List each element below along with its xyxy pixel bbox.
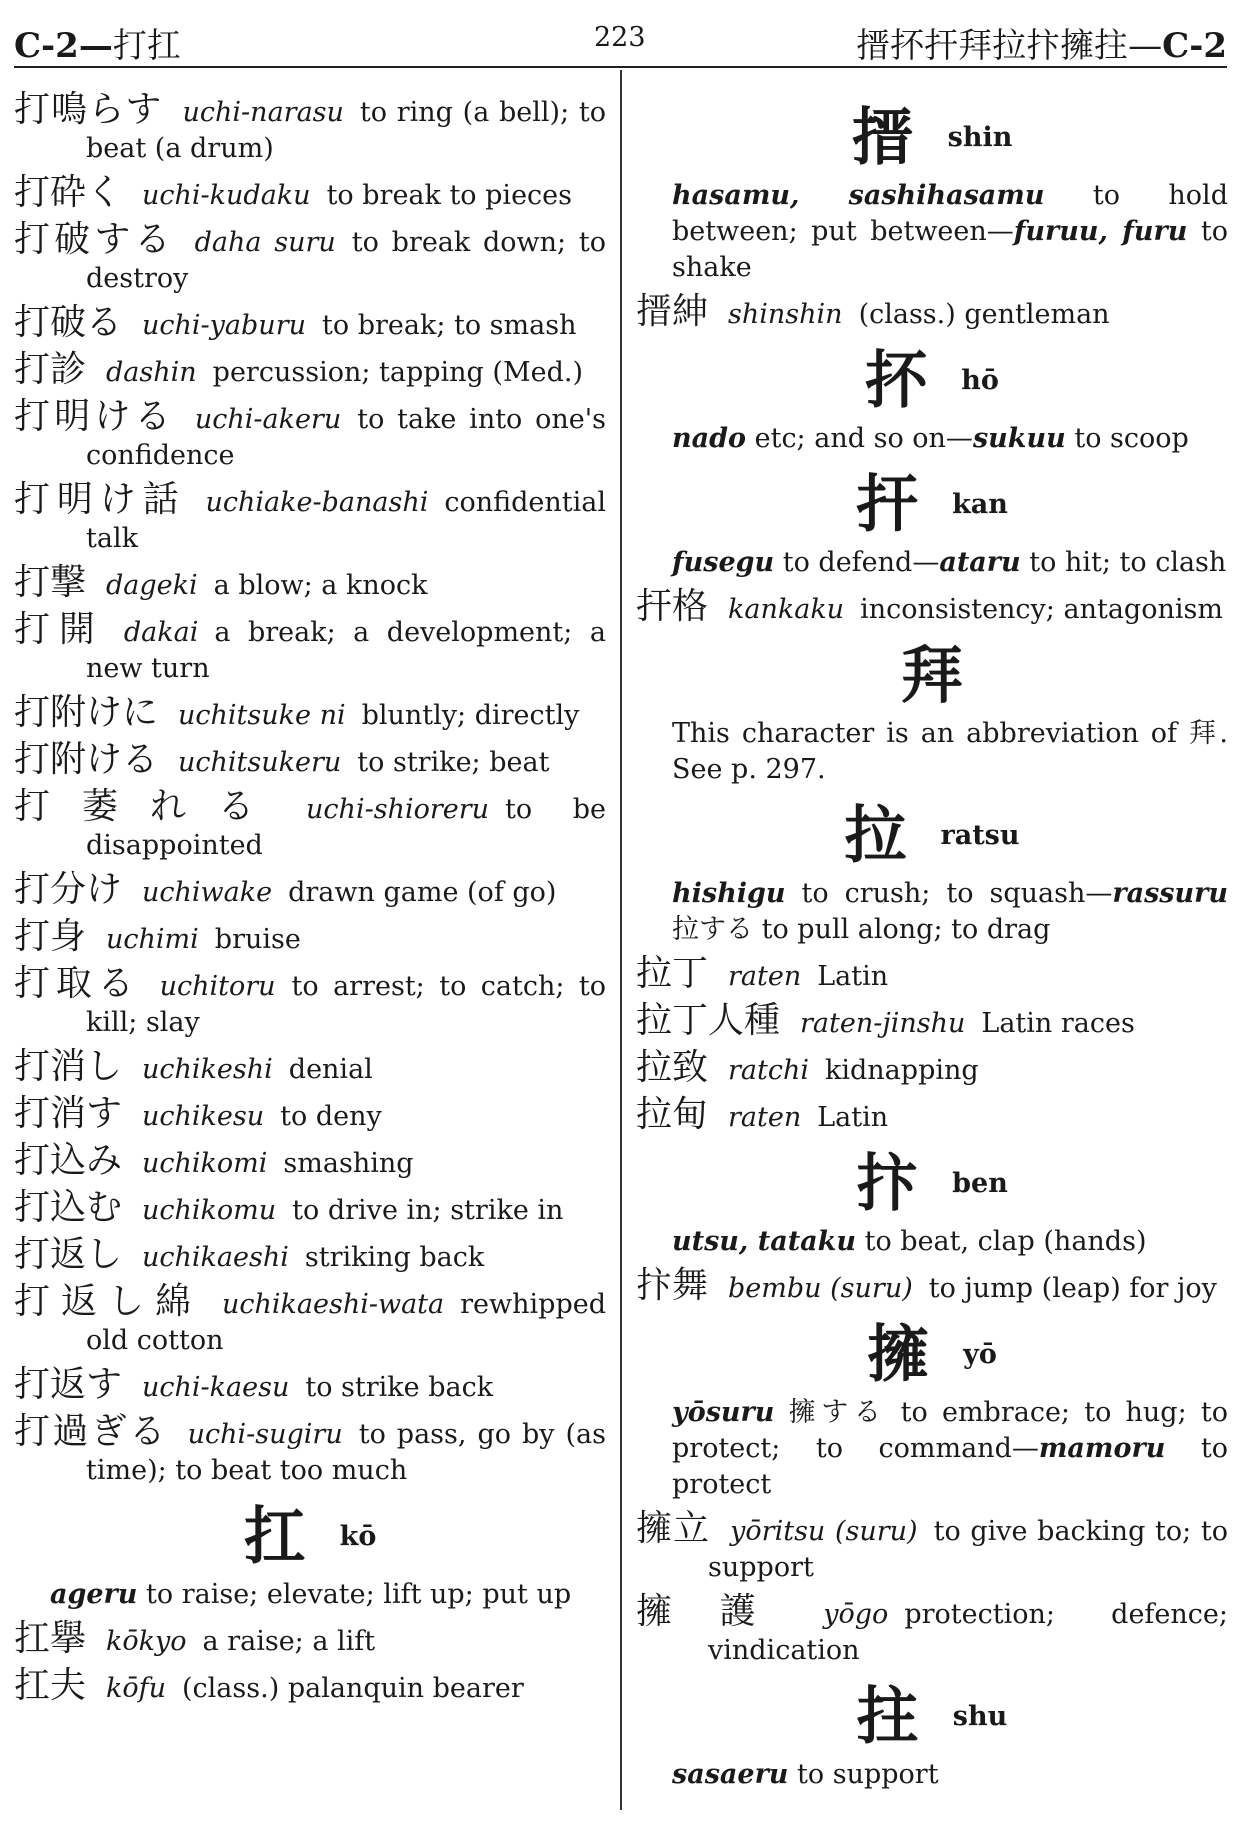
heading-shu	[636, 1677, 1228, 1755]
entry-romaji: uchikaeshi	[142, 1242, 289, 1273]
definition-shin	[636, 178, 1228, 286]
dictionary-entry	[14, 869, 606, 911]
entry-kanji: 打砕く	[14, 172, 123, 213]
dictionary-entry	[14, 479, 606, 557]
entry-meaning: to give backing to; to support	[708, 1516, 1228, 1583]
definition-text: to hit; to clash	[1029, 547, 1227, 578]
entry-romaji: kankaku	[728, 594, 845, 625]
dictionary-entry	[636, 1508, 1228, 1586]
entry-meaning: to break; to smash	[322, 310, 577, 341]
entry-romaji: uchitsuke ni	[178, 700, 346, 731]
entry-meaning: rewhipped old cotton	[86, 1289, 606, 1356]
definition-text: to support	[797, 1759, 939, 1790]
heading-kou	[14, 1497, 606, 1575]
heading-kanji: 拜	[900, 638, 963, 712]
you-entry-list	[636, 1508, 1228, 1669]
ben-entry-list	[636, 1265, 1228, 1307]
dictionary-entry	[636, 586, 1228, 628]
definition-romaji: nado	[672, 423, 747, 454]
heading-ratsu	[636, 796, 1228, 874]
entry-romaji: uchi-yaburu	[142, 310, 306, 341]
entry-romaji: yōgo	[823, 1599, 889, 1630]
entry-meaning: drawn game (of go)	[288, 877, 557, 908]
dictionary-entry	[14, 1234, 606, 1276]
entry-meaning: to arrest; to catch; to kill; slay	[86, 971, 606, 1038]
definition-text: to raise; elevate; lift up; put up	[146, 1579, 572, 1610]
dictionary-entry	[636, 291, 1228, 333]
entry-kanji: 打明け話	[14, 479, 186, 520]
entry-kanji: 打附ける	[14, 739, 159, 780]
entry-kanji: 打明ける	[14, 396, 175, 437]
entry-meaning: to take into one's confidence	[86, 404, 606, 471]
definition-romaji: sasaeru	[672, 1759, 789, 1790]
entry-romaji: uchi-sugiru	[187, 1419, 343, 1450]
entry-kanji: 打附けに	[14, 692, 159, 733]
dictionary-entry	[14, 609, 606, 687]
header-right-kanji: 搢抔扞拜拉抃擁拄	[856, 26, 1129, 66]
definition-hai	[636, 716, 1228, 788]
definition-text: etc; and so on—	[754, 423, 973, 454]
entry-meaning: to ring (a bell); to beat (a drum)	[86, 97, 606, 164]
entry-kanji: 扛擧	[14, 1618, 87, 1659]
entry-kanji: 打診	[14, 349, 87, 390]
entry-meaning: striking back	[304, 1242, 485, 1273]
header-left-code: C-2	[14, 26, 79, 66]
entry-romaji: daha suru	[194, 227, 336, 258]
entry-romaji: uchi-narasu	[182, 97, 344, 128]
entry-romaji: kōfu	[106, 1673, 167, 1704]
entry-kanji: 打込み	[14, 1140, 123, 1181]
entry-kanji: 打身	[14, 916, 87, 957]
entry-kanji: 打破する	[14, 219, 175, 260]
entry-meaning: denial	[288, 1054, 373, 1085]
entry-meaning: bluntly; directly	[361, 700, 580, 731]
kou-entry-list	[14, 1618, 606, 1707]
dictionary-entry	[636, 1047, 1228, 1089]
definition-romaji: ageru	[50, 1579, 138, 1610]
dictionary-entry	[14, 1364, 606, 1406]
header-right	[856, 18, 1227, 67]
entry-meaning: to strike back	[305, 1372, 494, 1403]
entry-meaning: inconsistency; antagonism	[860, 594, 1223, 625]
definition-text: to defend—	[782, 547, 940, 578]
definition-text: to hold between; put between—	[672, 180, 1228, 247]
entry-kanji: 抃舞	[636, 1265, 709, 1306]
definition-romaji: rassuru	[1112, 878, 1228, 909]
dictionary-entry	[14, 396, 606, 474]
dictionary-entry	[14, 1093, 606, 1135]
definition-romaji: hishigu	[672, 878, 786, 909]
entry-romaji: uchikesu	[142, 1101, 265, 1132]
entry-romaji: uchi-shioreru	[306, 794, 490, 825]
entry-romaji: bembu (suru)	[728, 1273, 913, 1304]
definition-ben	[636, 1224, 1228, 1260]
definition-kanji: 拜	[1189, 718, 1220, 749]
entry-kanji: 扞格	[636, 586, 709, 627]
heading-romaji: kan	[952, 488, 1008, 520]
heading-romaji: yō	[963, 1338, 997, 1370]
definition-hou	[636, 421, 1228, 457]
heading-kan	[636, 465, 1228, 543]
entry-meaning: to strike; beat	[357, 747, 550, 778]
definition-kanji: 擁する	[788, 1397, 887, 1428]
entry-meaning: to break down; to destroy	[86, 227, 606, 294]
definition-text: to protect	[672, 1433, 1228, 1500]
entry-kanji: 打込む	[14, 1187, 123, 1228]
entry-kanji: 打萎れる	[14, 786, 287, 827]
definition-text: to embrace; to hug; to protect; to command—	[672, 1397, 1228, 1464]
heading-kanji: 抔	[865, 343, 928, 417]
heading-romaji: shu	[952, 1700, 1008, 1732]
entry-romaji: uchi-kaesu	[142, 1372, 290, 1403]
entry-kanji: 打消す	[14, 1093, 123, 1134]
entry-meaning: to break to pieces	[326, 180, 573, 211]
heading-romaji: ratsu	[940, 819, 1020, 851]
entry-meaning: to jump (leap) for joy	[928, 1273, 1217, 1304]
entry-romaji: uchikomu	[142, 1195, 277, 1226]
definition-romaji: ataru	[939, 547, 1021, 578]
entry-kanji: 打分け	[14, 869, 123, 910]
dictionary-entry	[636, 1094, 1228, 1136]
heading-kanji: 拄	[856, 1679, 919, 1753]
definition-you	[636, 1395, 1228, 1503]
definition-romaji: utsu, tataku	[672, 1226, 857, 1257]
definition-text: to crush; to squash—	[801, 878, 1113, 909]
heading-you	[636, 1315, 1228, 1393]
entry-kanji: 拉致	[636, 1047, 709, 1088]
heading-shin	[636, 98, 1228, 176]
dictionary-entry	[636, 953, 1228, 995]
entry-kanji: 拉丁	[636, 953, 709, 994]
entry-romaji: uchi-akeru	[194, 404, 342, 435]
heading-ben	[636, 1144, 1228, 1222]
entry-meaning: smashing	[283, 1148, 414, 1179]
heading-kanji: 扛	[243, 1499, 306, 1573]
heading-kanji: 擁	[867, 1317, 930, 1391]
entry-kanji: 拉丁人種	[636, 1000, 781, 1041]
header-left-dash: —	[78, 26, 113, 66]
entry-meaning: kidnapping	[825, 1055, 979, 1086]
entry-romaji: raten-jinshu	[800, 1008, 966, 1039]
entry-meaning: a break; a development; a new turn	[86, 617, 606, 684]
header-left-kanji: 打扛	[112, 26, 181, 66]
entry-romaji: dakai	[123, 617, 199, 648]
entry-meaning: protection; defence; vindication	[708, 1599, 1228, 1666]
heading-hai	[636, 636, 1228, 714]
definition-romaji: sukuu	[972, 423, 1066, 454]
entry-romaji: uchikaeshi-wata	[222, 1289, 445, 1320]
entry-kanji: 打返し綿	[14, 1281, 202, 1322]
entry-kanji: 打破る	[14, 302, 123, 343]
entry-romaji: yōritsu (suru)	[730, 1516, 918, 1547]
column-divider	[620, 70, 622, 1810]
definition-text: to shake	[672, 216, 1228, 283]
entry-meaning: (class.) gentleman	[858, 299, 1110, 330]
definition-text: This character is an abbreviation of	[672, 718, 1178, 749]
dictionary-entry	[636, 1265, 1228, 1307]
entry-kanji: 打取る	[14, 963, 140, 1004]
entry-kanji: 擁立	[636, 1508, 711, 1549]
entry-kanji: 搢紳	[636, 291, 709, 332]
entry-romaji: uchimi	[106, 924, 199, 955]
entry-kanji: 打返し	[14, 1234, 123, 1275]
dictionary-entry	[14, 692, 606, 734]
entry-kanji: 打撃	[14, 562, 87, 603]
entry-meaning: to pass, go by (as time); to beat too much	[86, 1419, 606, 1486]
kan-entry-list	[636, 586, 1228, 628]
entry-kanji: 打消し	[14, 1046, 123, 1087]
dictionary-entry	[14, 739, 606, 781]
dictionary-entry	[636, 1591, 1228, 1669]
entry-romaji: uchitoru	[159, 971, 276, 1002]
dictionary-entry	[14, 1665, 606, 1707]
definition-shu	[636, 1757, 1228, 1793]
shin-entry-list	[636, 291, 1228, 333]
entry-kanji: 打開	[14, 609, 104, 650]
entry-romaji: raten	[728, 1102, 802, 1133]
entry-meaning: percussion; tapping (Med.)	[212, 357, 583, 388]
dictionary-entry	[14, 786, 606, 864]
entry-romaji: uchikomi	[142, 1148, 268, 1179]
heading-romaji: shin	[947, 121, 1013, 153]
entry-meaning: bruise	[214, 924, 301, 955]
dictionary-entry	[14, 963, 606, 1041]
entry-meaning: a blow; a knock	[213, 570, 428, 601]
heading-romaji: hō	[961, 364, 999, 396]
dictionary-entry	[636, 1000, 1228, 1042]
left-entry-list	[14, 89, 606, 1489]
heading-kanji: 搢	[851, 100, 914, 174]
dictionary-entry	[14, 1046, 606, 1088]
entry-romaji: uchiwake	[142, 877, 273, 908]
ratsu-entry-list	[636, 953, 1228, 1136]
page-header	[14, 14, 1227, 68]
entry-kanji: 打鳴らす	[14, 89, 163, 130]
dictionary-entry	[14, 1281, 606, 1359]
definition-text: to scoop	[1074, 423, 1189, 454]
definition-ratsu	[636, 876, 1228, 948]
dictionary-entry	[14, 562, 606, 604]
entry-romaji: uchikeshi	[142, 1054, 273, 1085]
heading-kanji: 拉	[844, 798, 907, 872]
definition-kanji: 拉する	[672, 914, 753, 945]
entry-romaji: uchitsukeru	[178, 747, 342, 778]
entry-meaning: a raise; a lift	[202, 1626, 376, 1657]
entry-meaning: to be disappointed	[86, 794, 606, 861]
entry-romaji: uchi-kudaku	[142, 180, 311, 211]
entry-romaji: dageki	[106, 570, 198, 601]
definition-kou	[14, 1577, 606, 1613]
entry-kanji: 扛夫	[14, 1665, 87, 1706]
dictionary-entry	[14, 302, 606, 344]
entry-romaji: dashin	[106, 357, 197, 388]
header-right-dash: —	[1128, 26, 1163, 66]
entry-romaji: raten	[728, 961, 802, 992]
header-right-code: C-2	[1162, 26, 1227, 66]
entry-romaji: uchiake-banashi	[205, 487, 429, 518]
entry-meaning: to drive in; strike in	[292, 1195, 564, 1226]
heading-kanji: 扞	[856, 467, 919, 541]
heading-romaji: kō	[339, 1520, 377, 1552]
definition-kan	[636, 545, 1228, 581]
header-left	[14, 18, 181, 67]
dictionary-entry	[14, 89, 606, 167]
definition-romaji: yōsuru	[672, 1397, 775, 1428]
heading-romaji: ben	[952, 1167, 1008, 1199]
definition-text: to pull along; to drag	[761, 914, 1051, 945]
entry-meaning: Latin races	[981, 1008, 1135, 1039]
dictionary-entry	[14, 172, 606, 214]
entry-meaning: (class.) palanquin bearer	[182, 1673, 524, 1704]
dictionary-entry	[14, 1187, 606, 1229]
entry-romaji: shinshin	[728, 299, 843, 330]
definition-romaji: mamoru	[1038, 1433, 1166, 1464]
entry-meaning: to deny	[280, 1101, 382, 1132]
right-column	[636, 92, 1228, 1801]
entry-romaji: kōkyo	[106, 1626, 187, 1657]
dictionary-entry	[14, 1618, 606, 1660]
definition-text: to beat, clap (hands)	[864, 1226, 1147, 1257]
dictionary-entry	[14, 219, 606, 297]
heading-kanji: 抃	[856, 1146, 919, 1220]
entry-kanji: 打過ぎる	[14, 1411, 168, 1452]
definition-text: . See p. 297.	[672, 718, 1229, 785]
page-number: 223	[594, 22, 646, 53]
heading-hou	[636, 341, 1228, 419]
definition-romaji: fusegu	[672, 547, 775, 578]
definition-romaji: furuu, furu	[1013, 216, 1188, 247]
entry-meaning: confidential talk	[86, 487, 606, 554]
entry-kanji: 拉甸	[636, 1094, 709, 1135]
definition-romaji: hasamu, sashihasamu	[672, 180, 1045, 211]
entry-kanji: 打返す	[14, 1364, 123, 1405]
dictionary-entry	[14, 1411, 606, 1489]
entry-romaji: ratchi	[728, 1055, 810, 1086]
entry-meaning: Latin	[817, 961, 889, 992]
left-column	[14, 89, 606, 1715]
dictionary-entry	[14, 349, 606, 391]
dictionary-entry	[14, 916, 606, 958]
dictionary-entry	[14, 1140, 606, 1182]
entry-kanji: 擁護	[636, 1591, 804, 1632]
entry-meaning: Latin	[817, 1102, 889, 1133]
